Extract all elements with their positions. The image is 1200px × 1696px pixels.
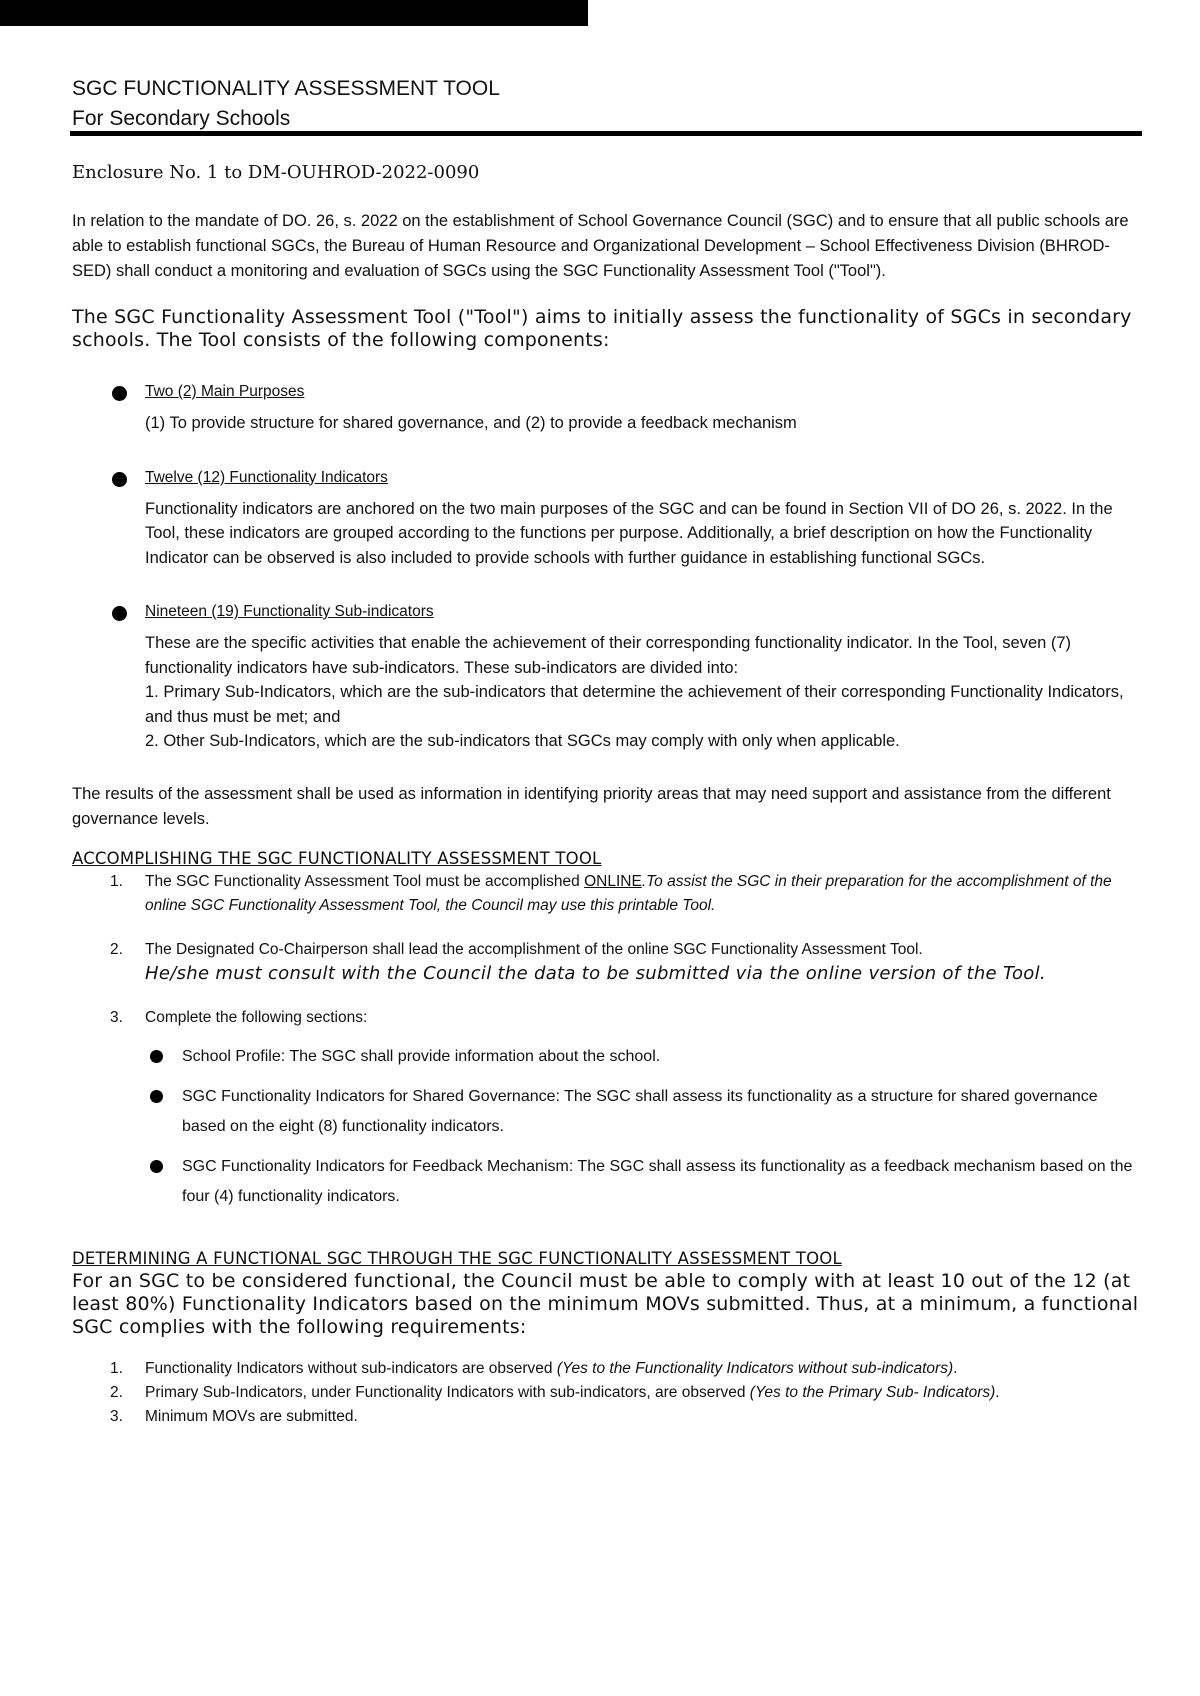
component-description-line: 2. Other Sub-Indicators, which are the sub-indicators that SGCs may comply with only when applicable.: [145, 732, 900, 750]
document-title: SGC FUNCTIONALITY ASSESSMENT TOOL: [72, 77, 500, 100]
list-number: 3.: [110, 1407, 123, 1425]
component-item: [72, 600, 1144, 754]
requirement-italic: (Yes to the Functionality Indicators without sub-indicators): [556, 1359, 954, 1377]
component-item: [72, 466, 1144, 571]
requirements-list: [72, 1357, 1144, 1429]
requirement-text: Minimum MOVs are submitted.: [145, 1407, 358, 1425]
header-black-bar: [0, 0, 588, 26]
component-description: [145, 631, 1144, 754]
section-item: [145, 1042, 1144, 1072]
requirement-item: [72, 1381, 1144, 1405]
intro-paragraph: In relation to the mandate of DO. 26, s. 2022 on the establishment of School Governance Council (SGC) and to ensure that all public schools are able to establish functional SGCs, the Bureau of Human Resource and Organizational Development – School Effectiveness Division (BHROD-SED) shall conduct a monitoring and evaluation of SGCs using the SGC Functionality Assessment Tool ("Tool").: [72, 212, 1129, 280]
requirement-tail: .: [995, 1383, 1000, 1401]
section-item: [145, 1082, 1144, 1142]
component-item: [72, 380, 1144, 436]
section-text: School Profile: The SGC shall provide information about the school.: [182, 1047, 661, 1065]
header-rule: [70, 131, 1142, 136]
component-description: (1) To provide structure for shared governance, and (2) to provide a feedback mechanism: [145, 414, 797, 432]
tool-aims-paragraph: The SGC Functionality Assessment Tool ("Tool") aims to initially assess the functionality of SGCs in secondary schools. The Tool consists of the following components:: [72, 306, 1132, 351]
component-heading: Twelve (12) Functionality Indicators: [145, 468, 388, 486]
item-italic-note: He/she must consult with the Council the data to be submitted via the online version of the Tool.: [145, 962, 1046, 984]
item-italic-note: .To assist the SGC in their preparation for the accomplishment of the online SGC Functionality Assessment Tool, the Council may use this printable Tool.: [145, 872, 1112, 914]
component-description-line: 1. Primary Sub-Indicators, which are the sub-indicators that determine the achievement of their corresponding Functionality Indicators, and thus must be met; and: [145, 683, 1124, 726]
section-text: SGC Functionality Indicators for Feedback Mechanism: The SGC shall assess its functionality as a feedback mechanism based on the four (4) functionality indicators.: [182, 1157, 1133, 1205]
accomplishing-heading: ACCOMPLISHING THE SGC FUNCTIONALITY ASSESSMENT TOOL: [72, 848, 602, 868]
requirement-italic: (Yes to the Primary Sub- Indicators): [749, 1383, 996, 1401]
requirement-tail: .: [953, 1359, 958, 1377]
list-number: 1.: [110, 1359, 123, 1377]
component-description: Functionality indicators are anchored on the two main purposes of the SGC and can be found in Section VII of DO 26, s. 2022. In the Tool, these indicators are grouped according to the functions per purpose. Additionally, a brief description on how the Functionality Indicator can be observed is also included to provide schools with further guidance in establishing functional SGCs.: [145, 499, 1113, 567]
list-number: 2.: [110, 1383, 123, 1401]
components-list: [72, 380, 1144, 754]
bullet-icon: [112, 606, 127, 621]
document-body: [72, 162, 1144, 1429]
results-paragraph: The results of the assessment shall be used as information in identifying priority areas that may need support and assistance from the different governance levels.: [72, 784, 1111, 828]
section-text: SGC Functionality Indicators for Shared Governance: The SGC shall assess its functionality as a structure for shared governance based on the eight (8) functionality indicators.: [182, 1087, 1098, 1135]
bullet-icon: [150, 1090, 163, 1103]
list-number: 2.: [110, 940, 123, 958]
bullet-icon: [112, 472, 127, 487]
requirement-text: Primary Sub-Indicators, under Functionality Indicators with sub-indicators, are observed: [145, 1383, 750, 1401]
accomplishing-item-1: [72, 870, 1144, 918]
requirement-text: Functionality Indicators without sub-indicators are observed: [145, 1359, 557, 1377]
bullet-icon: [150, 1050, 163, 1063]
section-item: [145, 1152, 1144, 1212]
accomplishing-item-3: [72, 1006, 1144, 1212]
determining-heading: DETERMINING A FUNCTIONAL SGC THROUGH THE SGC FUNCTIONALITY ASSESSMENT TOOL: [72, 1248, 842, 1268]
document-subtitle: For Secondary Schools: [72, 107, 291, 130]
accomplishing-list: [72, 870, 1144, 1212]
bullet-icon: [150, 1160, 163, 1173]
component-description-line: These are the specific activities that enable the achievement of their corresponding functionality indicator. In the Tool, seven (7) functionality indicators have sub-indicators. These sub-indicators are divided into:: [145, 634, 1072, 677]
accomplishing-item-2: [72, 938, 1144, 986]
online-emphasis: ONLINE: [584, 872, 642, 890]
item-text: Complete the following sections:: [145, 1008, 368, 1026]
requirement-item: [72, 1405, 1144, 1429]
component-heading: Nineteen (19) Functionality Sub-indicators: [145, 603, 434, 620]
document-header: [72, 74, 1142, 134]
requirement-item: [72, 1357, 1144, 1381]
bullet-icon: [112, 386, 127, 401]
list-number: 1.: [110, 872, 123, 890]
component-heading: Two (2) Main Purposes: [145, 383, 305, 400]
enclosure-reference: Enclosure No. 1 to DM-OUHROD-2022-0090: [72, 162, 480, 183]
sections-list: [145, 1042, 1144, 1212]
item-text: The SGC Functionality Assessment Tool must be accomplished: [145, 872, 585, 890]
determining-paragraph: For an SGC to be considered functional, the Council must be able to comply with at least 10 out of the 12 (at least 80%) Functionality Indicators based on the minimum MOVs submitted. Thus, at a minimum, a functional SGC complies with the following requirements:: [72, 1269, 1139, 1338]
list-number: 3.: [110, 1008, 123, 1026]
item-text: The Designated Co-Chairperson shall lead the accomplishment of the online SGC Functionality Assessment Tool.: [145, 940, 923, 958]
